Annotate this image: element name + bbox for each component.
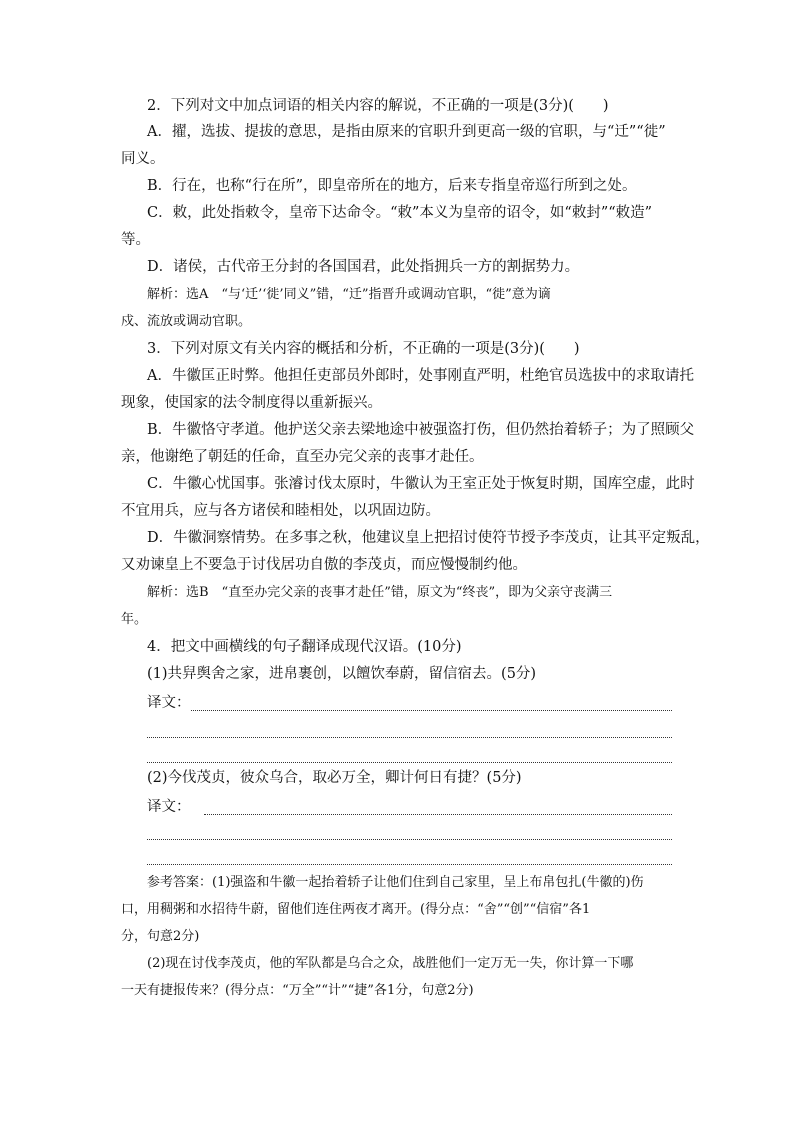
- q2-option-a: A．擢，选拔、提拔的意思，是指由原来的官职升到更高一级的官职，与“迁”“徙”: [147, 124, 666, 140]
- answer-line: [204, 814, 672, 815]
- q2-analysis-cont: 戍、流放或调动官职。: [121, 314, 252, 329]
- q3-option-b: B．牛徽恪守孝道。他护送父亲去梁地途中被强盗打伤，但仍然抬着轿子；为了照顾父: [147, 422, 695, 438]
- reference-answer-cont: 分，句意2分): [121, 929, 200, 944]
- q4-translation-label-2: 译文：: [147, 799, 191, 815]
- q2-option-a-cont: 同义。: [121, 151, 165, 167]
- q3-option-c-cont: 不宜用兵，应与各方诸侯和睦相处，以巩固边防。: [121, 503, 440, 519]
- question-3-stem: 3．下列对原文有关内容的概括和分析，不正确的一项是(3分)( ): [147, 341, 580, 357]
- q3-option-d-cont: 又劝谏皇上不要急于讨伐居功自傲的李茂贞，而应慢慢制约他。: [121, 557, 527, 573]
- answer-line: [147, 839, 672, 840]
- q2-option-b: B．行在，也称“行在所”，即皇帝所在的地方，后来专指皇帝巡行所到之处。: [147, 178, 637, 194]
- q2-option-c: C．敕，此处指敕令，皇帝下达命令。“敕”本义为皇帝的诏令，如“敕封”“敕造”: [147, 205, 653, 221]
- q3-analysis: 解析：选B “直至办完父亲的丧事才赴任”错，原文为“终丧”，即为父亲守丧满三: [147, 585, 613, 600]
- q2-analysis: 解析：选A “与‘迁’‘徙’同义”错，“迁”指晋升或调动官职，“徙”意为谪: [147, 287, 551, 302]
- answer-line: [191, 710, 672, 711]
- q2-option-c-cont: 等。: [121, 232, 150, 248]
- answer-line: [147, 762, 672, 763]
- reference-answer-2: (2)现在讨伐李茂贞，他的军队都是乌合之众，战胜他们一定万无一失，你计算一下哪: [147, 956, 634, 971]
- q4-translation-label-1: 译文：: [147, 695, 191, 711]
- q2-option-d: D．诸侯，古代帝王分封的各国国君，此处指拥兵一方的割据势力。: [147, 259, 580, 275]
- reference-answer-2-cont: 一天有捷报传来？(得分点：“万全”“计”“捷”各1分，句意2分): [121, 983, 474, 998]
- reference-answer: 参考答案：(1)强盗和牛徽一起抬着轿子让他们住到自己家里，呈上布帛包扎(牛徽的)伤: [147, 875, 644, 890]
- reference-answer-cont: 口，用稠粥和水招待牛蔚，留他们连住两夜才离开。(得分点：“舍”“创”“信宿”各1: [121, 902, 591, 917]
- q4-sentence-1: (1)共舁舆舍之家，进帛裹创，以饘饮奉蔚，留信宿去。(5分): [147, 666, 537, 682]
- q3-analysis-cont: 年。: [121, 612, 148, 627]
- answer-line: [147, 737, 672, 738]
- q4-sentence-2: (2)今伐茂贞，彼众乌合，取必万全，卿计何日有捷？(5分): [147, 770, 522, 786]
- q3-option-d: D．牛徽洞察情势。在多事之秋，他建议皇上把招讨使符节授予李茂贞，让其平定叛乱，: [147, 530, 710, 546]
- question-2-stem: 2．下列对文中加点词语的相关内容的解说，不正确的一项是(3分)( ): [147, 98, 609, 114]
- question-4-stem: 4．把文中画横线的句子翻译成现代汉语。(10分): [147, 639, 462, 655]
- q3-option-a: A．牛徽匡正时弊。他担任吏部员外郎时，处事刚直严明，杜绝官员选拔中的求取请托: [147, 368, 694, 384]
- q3-option-c: C．牛徽心忧国事。张濬讨伐太原时，牛徽认为王室正处于恢复时期，国库空虚，此时: [147, 476, 695, 492]
- q3-option-b-cont: 亲，他谢绝了朝廷的任命，直至办完父亲的丧事才赴任。: [121, 449, 484, 465]
- answer-line: [147, 864, 672, 865]
- q3-option-a-cont: 现象，使国家的法令制度得以重新振兴。: [121, 395, 382, 411]
